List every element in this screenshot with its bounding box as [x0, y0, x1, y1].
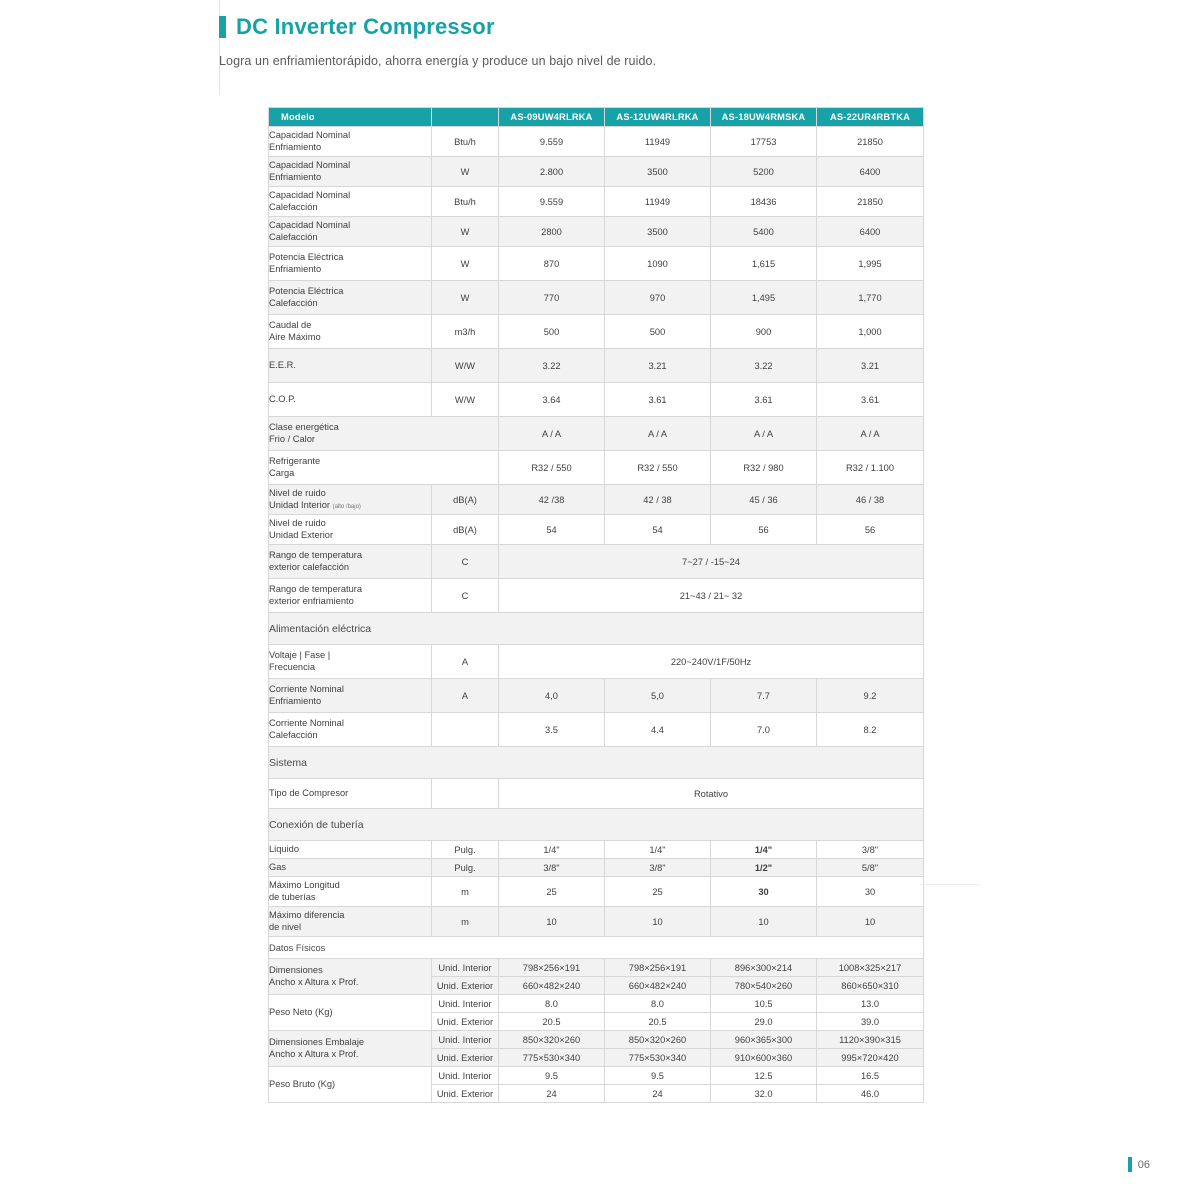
cell-value: 54 — [605, 515, 711, 545]
cell-value: 1,615 — [711, 247, 817, 281]
row-unit: C — [432, 545, 499, 579]
row-label: Peso Bruto (Kg) — [269, 1067, 432, 1103]
row-label: Capacidad Nominal Calefacción — [269, 187, 432, 217]
cell-value: 1,770 — [817, 281, 924, 315]
row-label: Tipo de Compresor — [269, 779, 432, 809]
row-unit: A — [432, 645, 499, 679]
cell-value: 4.4 — [605, 713, 711, 747]
cell-value: 1/4" — [499, 841, 605, 859]
table-row — [269, 1067, 924, 1085]
cell-value: 11949 — [605, 127, 711, 157]
section-header-power — [269, 613, 924, 645]
cell-value: 10 — [711, 907, 817, 937]
row-label: Liquido — [269, 841, 432, 859]
cell-value: 25 — [605, 877, 711, 907]
page-footer — [1128, 1157, 1150, 1172]
cell-value: 20.5 — [605, 1013, 711, 1031]
row-note: (alto /bajo) — [332, 503, 361, 510]
table-row — [269, 579, 924, 613]
page-header — [219, 14, 979, 68]
cell-value: 3.22 — [711, 349, 817, 383]
row-unit: Pulg. — [432, 859, 499, 877]
row-label: Corriente Nominal Enfriamiento — [269, 679, 432, 713]
cell-value: 25 — [499, 877, 605, 907]
cell-value: 30 — [817, 877, 924, 907]
cell-value: 17753 — [711, 127, 817, 157]
section-title: Conexión de tubería — [269, 809, 924, 841]
cell-value: 11949 — [605, 187, 711, 217]
cell-value: 500 — [499, 315, 605, 349]
page-subtitle: Logra un enfriamientorápido, ahorra energía y produce un bajo nivel de ruido. — [219, 54, 657, 68]
cell-value: 42 /38 — [499, 485, 605, 515]
table-row — [269, 247, 924, 281]
table-row — [269, 217, 924, 247]
cell-value: 3.61 — [711, 383, 817, 417]
row-label: Capacidad Nominal Calefacción — [269, 217, 432, 247]
section-header-physical — [269, 937, 924, 959]
cell-value: 660×482×240 — [499, 977, 605, 995]
cell-value: 995×720×420 — [817, 1049, 924, 1067]
cell-value: 24 — [499, 1085, 605, 1103]
table-row — [269, 515, 924, 545]
table-header-row — [269, 108, 924, 127]
cell-value: 5200 — [711, 157, 817, 187]
cell-value: A / A — [605, 417, 711, 451]
cell-value: 10 — [499, 907, 605, 937]
cell-value-span: Rotativo — [499, 779, 924, 809]
row-subunit: Unid. Interior — [432, 995, 499, 1013]
cell-value: 24 — [605, 1085, 711, 1103]
row-label: Dimensiones Embalaje Ancho x Altura x Prof. — [269, 1031, 432, 1067]
cell-value: 3/8" — [817, 841, 924, 859]
cell-value: 16.5 — [817, 1067, 924, 1085]
cell-value: 1/4" — [605, 841, 711, 859]
cell-value: 780×540×260 — [711, 977, 817, 995]
cell-value: 1,995 — [817, 247, 924, 281]
cell-value: 910×600×360 — [711, 1049, 817, 1067]
cell-value: 7.0 — [711, 713, 817, 747]
row-subunit: Unid. Exterior — [432, 977, 499, 995]
row-label: Voltaje | Fase | Frecuencia — [269, 645, 432, 679]
cell-value: 3.22 — [499, 349, 605, 383]
cell-value: 9.559 — [499, 127, 605, 157]
table-row — [269, 485, 924, 515]
column-header-modelo: Modelo — [269, 108, 432, 127]
cell-value: 3500 — [605, 157, 711, 187]
row-label: Capacidad Nominal Enfriamiento — [269, 127, 432, 157]
cell-value: 9.559 — [499, 187, 605, 217]
table-row — [269, 841, 924, 859]
cell-value: 5/8" — [817, 859, 924, 877]
cell-value: 21850 — [817, 127, 924, 157]
cell-value: 30 — [711, 877, 817, 907]
row-subunit: Unid. Exterior — [432, 1085, 499, 1103]
row-unit: Btu/h — [432, 127, 499, 157]
row-unit: Btu/h — [432, 187, 499, 217]
table-row — [269, 545, 924, 579]
cell-value-span: 7~27 / -15~24 — [499, 545, 924, 579]
row-subunit: Unid. Exterior — [432, 1013, 499, 1031]
row-label: Dimensiones Ancho x Altura x Prof. — [269, 959, 432, 995]
title-accent-bar — [219, 16, 226, 38]
row-label: Refrigerante Carga — [269, 451, 499, 485]
cell-value: 8.0 — [605, 995, 711, 1013]
cell-value: 9.5 — [499, 1067, 605, 1085]
row-label: Nivel de ruido Unidad Exterior — [269, 515, 432, 545]
title-row — [219, 14, 979, 40]
row-label: Corriente Nominal Calefacción — [269, 713, 432, 747]
cell-value: 1008×325×217 — [817, 959, 924, 977]
table-row — [269, 187, 924, 217]
cell-value: 870 — [499, 247, 605, 281]
cell-value: 29.0 — [711, 1013, 817, 1031]
cell-value: 18436 — [711, 187, 817, 217]
cell-value: 6400 — [817, 157, 924, 187]
row-subunit: Unid. Interior — [432, 959, 499, 977]
row-unit: dB(A) — [432, 515, 499, 545]
row-label: Clase energética Frio / Calor — [269, 417, 499, 451]
table-row — [269, 1031, 924, 1049]
cell-value: 970 — [605, 281, 711, 315]
cell-value: 4,0 — [499, 679, 605, 713]
row-label: Potencia Eléctrica Enfriamiento — [269, 247, 432, 281]
section-header-system — [269, 747, 924, 779]
cell-value: 1/2" — [711, 859, 817, 877]
section-title: Alimentación eléctrica — [269, 613, 924, 645]
row-unit: dB(A) — [432, 485, 499, 515]
row-label: C.O.P. — [269, 383, 432, 417]
table-row — [269, 779, 924, 809]
cell-value: 1/4" — [711, 841, 817, 859]
cell-value: R32 / 550 — [499, 451, 605, 485]
cell-value: 960×365×300 — [711, 1031, 817, 1049]
cell-value: 56 — [817, 515, 924, 545]
cell-value: 900 — [711, 315, 817, 349]
cell-value: 1,495 — [711, 281, 817, 315]
row-unit — [432, 779, 499, 809]
cell-value: R32 / 980 — [711, 451, 817, 485]
table-row — [269, 417, 924, 451]
cell-value: 3.21 — [605, 349, 711, 383]
cell-value: R32 / 550 — [605, 451, 711, 485]
row-unit: W/W — [432, 349, 499, 383]
page-title: DC Inverter Compressor — [236, 14, 495, 39]
row-subunit: Unid. Exterior — [432, 1049, 499, 1067]
cell-value: 21850 — [817, 187, 924, 217]
section-header-pipe — [269, 809, 924, 841]
row-subunit: Unid. Interior — [432, 1067, 499, 1085]
cell-value: 46 / 38 — [817, 485, 924, 515]
column-header-model-2: AS-12UW4RLRKA — [605, 108, 711, 127]
cell-value: 10.5 — [711, 995, 817, 1013]
cell-value: 7.7 — [711, 679, 817, 713]
column-header-model-1: AS-09UW4RLRKA — [499, 108, 605, 127]
cell-value: 1090 — [605, 247, 711, 281]
column-header-unit — [432, 108, 499, 127]
cell-value: 3.21 — [817, 349, 924, 383]
cell-value: 500 — [605, 315, 711, 349]
table-row — [269, 907, 924, 937]
cell-value: A / A — [711, 417, 817, 451]
cell-value: 9.5 — [605, 1067, 711, 1085]
column-header-model-3: AS-18UW4RMSKA — [711, 108, 817, 127]
table-row — [269, 679, 924, 713]
row-label: Nivel de ruido Unidad Interior (alto /bajo) — [269, 485, 432, 515]
table-row — [269, 383, 924, 417]
cell-value-span: 21~43 / 21~ 32 — [499, 579, 924, 613]
cell-value: 20.5 — [499, 1013, 605, 1031]
table-row — [269, 995, 924, 1013]
cell-value: 860×650×310 — [817, 977, 924, 995]
specifications-table-wrap — [268, 107, 923, 1103]
row-label: Rango de temperatura exterior enfriamiento — [269, 579, 432, 613]
cell-value: 660×482×240 — [605, 977, 711, 995]
cell-value: 775×530×340 — [499, 1049, 605, 1067]
cell-value: 42 / 38 — [605, 485, 711, 515]
cell-value: 13.0 — [817, 995, 924, 1013]
cell-value: A / A — [817, 417, 924, 451]
cell-value: 3/8" — [605, 859, 711, 877]
cell-value: 54 — [499, 515, 605, 545]
cell-value: 3.5 — [499, 713, 605, 747]
cell-value: 5,0 — [605, 679, 711, 713]
row-unit: W — [432, 247, 499, 281]
table-row — [269, 127, 924, 157]
cell-value: A / A — [499, 417, 605, 451]
row-label: Máximo diferencia de nivel — [269, 907, 432, 937]
row-unit — [432, 713, 499, 747]
cell-value: 32.0 — [711, 1085, 817, 1103]
cell-value: 775×530×340 — [605, 1049, 711, 1067]
row-unit: m — [432, 877, 499, 907]
row-label: Caudal de Aire Máximo — [269, 315, 432, 349]
section-title: Sistema — [269, 747, 924, 779]
cell-value: 2800 — [499, 217, 605, 247]
cell-value: 1,000 — [817, 315, 924, 349]
table-row — [269, 645, 924, 679]
row-unit: m3/h — [432, 315, 499, 349]
specifications-table — [268, 107, 924, 1103]
footer-accent-bar — [1128, 1157, 1132, 1172]
cell-value: 45 / 36 — [711, 485, 817, 515]
cell-value: 770 — [499, 281, 605, 315]
cell-value: 10 — [817, 907, 924, 937]
cell-value: 3.61 — [817, 383, 924, 417]
cell-value: 850×320×260 — [605, 1031, 711, 1049]
row-label: Rango de temperatura exterior calefacción — [269, 545, 432, 579]
row-label: Gas — [269, 859, 432, 877]
row-unit: Pulg. — [432, 841, 499, 859]
table-row — [269, 859, 924, 877]
table-row — [269, 451, 924, 485]
cell-value: 8.2 — [817, 713, 924, 747]
cell-value: 896×300×214 — [711, 959, 817, 977]
cell-value: 6400 — [817, 217, 924, 247]
cell-value: 5400 — [711, 217, 817, 247]
page-number: 06 — [1137, 1158, 1150, 1171]
decorative-line — [920, 884, 980, 885]
table-row — [269, 349, 924, 383]
cell-value: 3500 — [605, 217, 711, 247]
row-subunit: Unid. Interior — [432, 1031, 499, 1049]
row-label: Peso Neto (Kg) — [269, 995, 432, 1031]
table-row — [269, 315, 924, 349]
cell-value: 39.0 — [817, 1013, 924, 1031]
row-label: Capacidad Nominal Enfriamiento — [269, 157, 432, 187]
row-label: Potencia Eléctrica Calefacción — [269, 281, 432, 315]
row-label: Máximo Longitud de tuberías — [269, 877, 432, 907]
row-sublabel: Unidad Interior — [269, 499, 330, 510]
row-unit: W — [432, 157, 499, 187]
cell-value: 3.61 — [605, 383, 711, 417]
row-label: E.E.R. — [269, 349, 432, 383]
row-unit: m — [432, 907, 499, 937]
row-unit: A — [432, 679, 499, 713]
cell-value: R32 / 1.100 — [817, 451, 924, 485]
table-row — [269, 713, 924, 747]
table-row — [269, 877, 924, 907]
cell-value: 9.2 — [817, 679, 924, 713]
table-row — [269, 157, 924, 187]
table-row — [269, 959, 924, 977]
row-unit: W — [432, 217, 499, 247]
cell-value: 798×256×191 — [499, 959, 605, 977]
cell-value: 3/8" — [499, 859, 605, 877]
section-title: Datos Físicos — [269, 937, 924, 959]
cell-value: 2.800 — [499, 157, 605, 187]
cell-value: 798×256×191 — [605, 959, 711, 977]
row-unit: C — [432, 579, 499, 613]
cell-value: 46.0 — [817, 1085, 924, 1103]
cell-value: 3.64 — [499, 383, 605, 417]
cell-value: 8.0 — [499, 995, 605, 1013]
cell-value: 1120×390×315 — [817, 1031, 924, 1049]
cell-value: 56 — [711, 515, 817, 545]
cell-value: 850×320×260 — [499, 1031, 605, 1049]
row-unit: W — [432, 281, 499, 315]
cell-value: 10 — [605, 907, 711, 937]
cell-value: 12.5 — [711, 1067, 817, 1085]
column-header-model-4: AS-22UR4RBTKA — [817, 108, 924, 127]
row-unit: W/W — [432, 383, 499, 417]
table-row — [269, 281, 924, 315]
cell-value-span: 220~240V/1F/50Hz — [499, 645, 924, 679]
